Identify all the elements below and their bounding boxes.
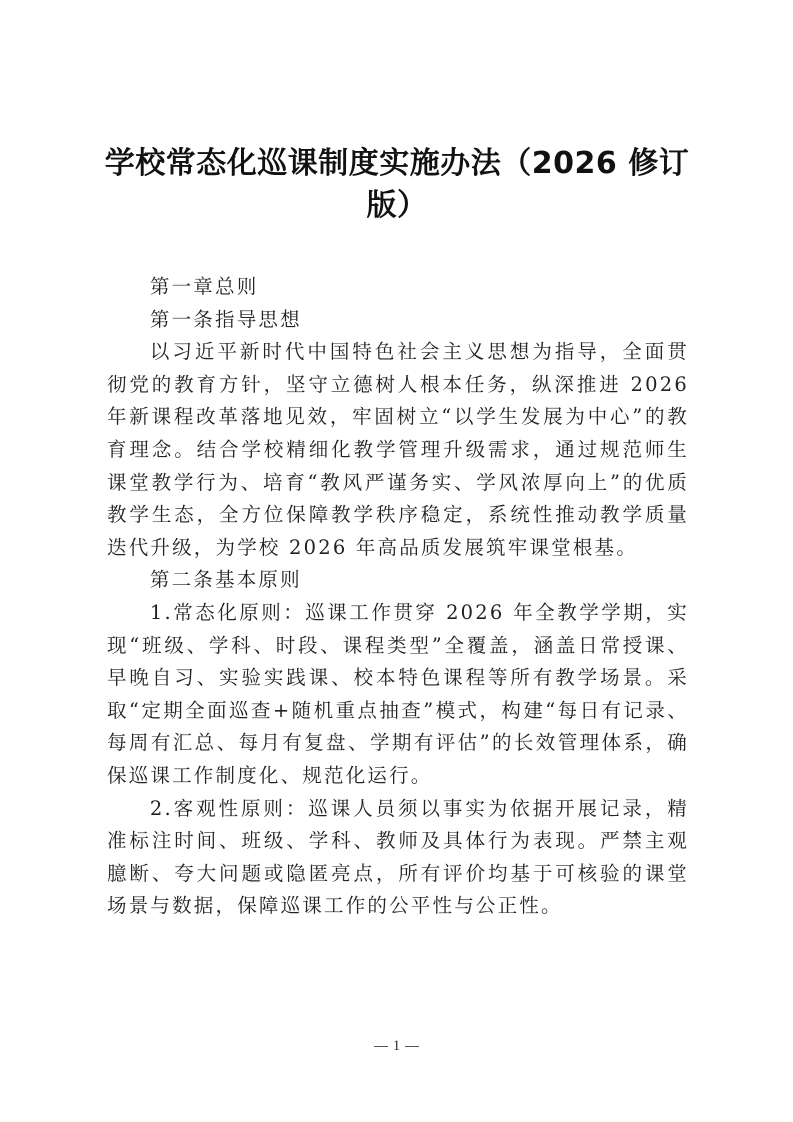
chapter-heading: 第一章总则 (149, 275, 259, 298)
body-paragraph: 2.客观性原则：巡课人员须以事实为依据开展记录，精准标注时间、班级、学科、教师及具体行为表现。严禁主观臆断、夸大问题或隐匿亮点，所有评价均基于可核验的课堂场景与数据，保障巡课工作的公平性与公正性。 (107, 796, 689, 918)
page-footer (0, 1038, 793, 1055)
document-body (107, 271, 689, 923)
body-paragraph: 以习近平新时代中国特色社会主义思想为指导，全面贯彻党的教育方针，坚守立德树人根本任务，纵深推进 2026 年新课程改革落地见效，牢固树立“以学生发展为中心”的教育理念。结合学校精细化教学管理升级需求，通过规范师生课堂教学行为、培育“教风严谨务实、学风浓厚向上”的优质教学生态，全方位保障教学秩序稳定，系统性推动教学质量迭代升级，为学校 2026 年高品质发展筑牢课堂根基。 (107, 340, 689, 559)
dash-right (405, 1046, 419, 1047)
document-title: 学校常态化巡课制度实施办法（2026 修订版） (104, 146, 690, 223)
article-heading: 第一条指导思想 (149, 307, 302, 331)
article-heading: 第二条基本原则 (149, 568, 302, 592)
body-paragraph: 1.常态化原则：巡课工作贯穿 2026 年全教学学期，实现“班级、学科、时段、课程类型”全覆盖，涵盖日常授课、早晚自习、实验实践课、校本特色课程等所有教学场景。采取“定期全面巡查+随机重点抽查”模式，构建“每日有记录、每周有汇总、每月有复盘、学期有评估”的长效管理体系，确保巡课工作制度化、规范化运行。 (107, 600, 689, 787)
page-number: 1 (392, 1038, 401, 1054)
dash-left (374, 1046, 388, 1047)
